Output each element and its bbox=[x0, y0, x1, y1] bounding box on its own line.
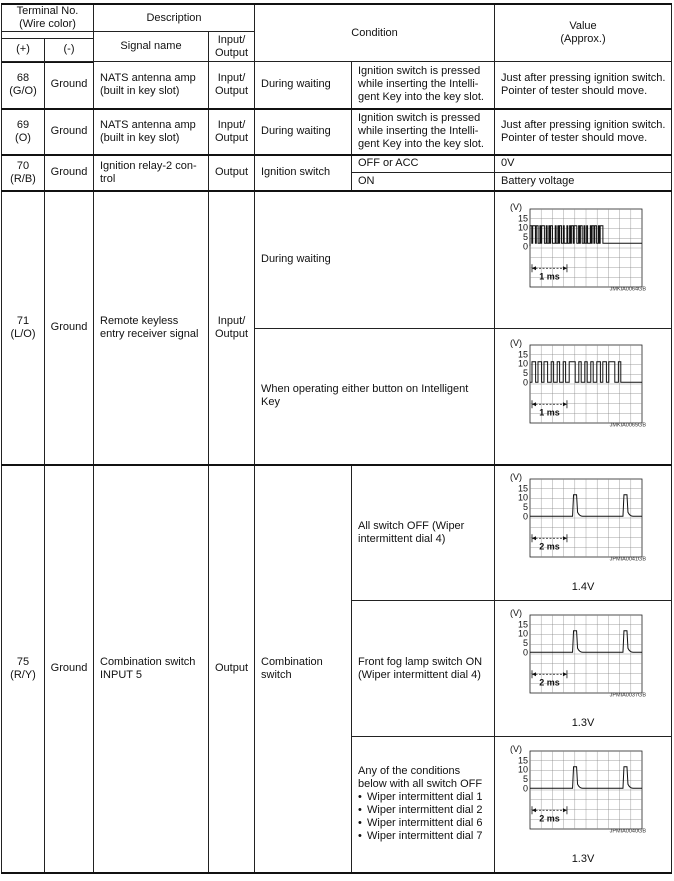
tick-label: 15 bbox=[518, 483, 529, 494]
minus-header: (-) bbox=[45, 39, 94, 62]
table-row bbox=[2, 155, 672, 173]
io-cell: Input/ Output bbox=[209, 191, 255, 465]
axis-unit-label: (V) bbox=[510, 608, 523, 618]
tick-label: 0 bbox=[523, 377, 529, 388]
axis-unit-label: (V) bbox=[510, 201, 523, 212]
tick-label: 10 bbox=[518, 222, 529, 233]
signal-name-cell: Remote keyless entry receiver signal bbox=[94, 191, 209, 465]
tick-label: 5 bbox=[523, 773, 529, 784]
list-item: • Wiper intermittent dial 2 bbox=[358, 804, 490, 817]
figure-code: JPMIA0037GB bbox=[609, 692, 647, 699]
ground-cell: Ground bbox=[45, 109, 94, 155]
description-header: Description bbox=[94, 4, 255, 32]
waveform-spike-chart bbox=[508, 743, 658, 851]
terminal-header-spacer bbox=[2, 32, 94, 39]
condition-detail-cell: Front fog lamp switch ON (Wiper intermittent dial 4) bbox=[352, 601, 495, 737]
value-text: 1.3V bbox=[571, 852, 595, 865]
terminal-spec-table bbox=[1, 3, 672, 874]
tick-label: 0 bbox=[523, 783, 529, 793]
bullet-list bbox=[358, 791, 490, 843]
figure-code: JPMIA0041GB bbox=[609, 556, 647, 563]
table-row bbox=[2, 191, 672, 329]
value-cell: Just after pressing ignition switch. Pointer of tester should move. bbox=[495, 62, 672, 109]
value-cell: Just after pressing ignition switch. Pointer of tester should move. bbox=[495, 109, 672, 155]
axis-unit-label: (V) bbox=[510, 472, 523, 483]
signal-name-cell: NATS antenna amp (built in key slot) bbox=[94, 109, 209, 155]
time-scale-label: 1 ms bbox=[539, 271, 560, 281]
condition-cell: During waiting bbox=[255, 109, 352, 155]
condition-cell: During waiting bbox=[255, 191, 495, 329]
tick-label: 15 bbox=[518, 755, 529, 766]
waveform-pulse-chart bbox=[508, 337, 658, 455]
waveform-spike-chart bbox=[508, 471, 658, 579]
value-cell: 0V bbox=[495, 155, 672, 173]
waveform-spike-chart bbox=[508, 607, 658, 715]
condition-detail-cell: All switch OFF (Wiper intermittent dial 4) bbox=[352, 465, 495, 601]
list-item: • Wiper intermittent dial 1 bbox=[358, 791, 490, 804]
condition-detail-cell: Ignition switch is pressed while inserting the Intelli-gent Key into the key slot. bbox=[352, 109, 495, 155]
terminal-cell: 70 (R/B) bbox=[2, 155, 45, 191]
condition-cell: Combination switch bbox=[255, 465, 352, 873]
tick-label: 5 bbox=[523, 502, 529, 513]
value-header: Value (Approx.) bbox=[495, 4, 672, 62]
signal-name-header: Signal name bbox=[94, 32, 209, 62]
condition-text: Any of the conditions below with all switch OFF bbox=[358, 765, 483, 791]
tick-label: 10 bbox=[518, 628, 529, 639]
terminal-cell: 68 (G/O) bbox=[2, 62, 45, 109]
axis-unit-label: (V) bbox=[510, 743, 523, 754]
time-scale-label: 2 ms bbox=[539, 541, 560, 552]
ground-cell: Ground bbox=[45, 62, 94, 109]
tick-label: 5 bbox=[523, 231, 529, 242]
terminal-cell: 69 (O) bbox=[2, 109, 45, 155]
tick-label: 10 bbox=[518, 492, 529, 503]
condition-detail-cell: Ignition switch is pressed while inserting the Intelli-gent Key into the key slot. bbox=[352, 62, 495, 109]
signal-name-cell: NATS antenna amp (built in key slot) bbox=[94, 62, 209, 109]
plus-header: (+) bbox=[2, 39, 45, 62]
condition-detail-cell bbox=[352, 737, 495, 873]
waveform-cell bbox=[495, 191, 672, 329]
value-cell: Battery voltage bbox=[495, 173, 672, 191]
waveform-cell bbox=[495, 329, 672, 465]
terminal-header: Terminal No. (Wire color) bbox=[2, 4, 94, 32]
ground-cell: Ground bbox=[45, 155, 94, 191]
figure-code: JMKIA0065GB bbox=[609, 422, 647, 429]
tick-label: 15 bbox=[518, 349, 529, 360]
io-header: Input/ Output bbox=[209, 32, 255, 62]
io-cell: Output bbox=[209, 465, 255, 873]
condition-detail-cell: OFF or ACC bbox=[352, 155, 495, 173]
ground-cell: Ground bbox=[45, 191, 94, 465]
value-text: 1.4V bbox=[571, 581, 595, 594]
io-cell: Input/ Output bbox=[209, 62, 255, 109]
table-row bbox=[2, 465, 672, 601]
tick-label: 10 bbox=[518, 358, 529, 369]
tick-label: 0 bbox=[523, 647, 529, 658]
ground-cell: Ground bbox=[45, 465, 94, 873]
list-item: • Wiper intermittent dial 7 bbox=[358, 830, 490, 843]
tick-label: 10 bbox=[518, 764, 529, 775]
tick-label: 5 bbox=[523, 637, 529, 648]
signal-name-cell: Ignition relay-2 con-trol bbox=[94, 155, 209, 191]
io-cell: Output bbox=[209, 155, 255, 191]
condition-header: Condition bbox=[255, 4, 495, 62]
terminal-cell: 71 (L/O) bbox=[2, 191, 45, 465]
time-scale-label: 1 ms bbox=[539, 407, 560, 418]
condition-detail-cell: ON bbox=[352, 173, 495, 191]
list-item: • Wiper intermittent dial 6 bbox=[358, 817, 490, 830]
waveform-noise-chart bbox=[508, 201, 658, 319]
table-row bbox=[2, 62, 672, 109]
signal-name-cell: Combination switch INPUT 5 bbox=[94, 465, 209, 873]
time-scale-label: 2 ms bbox=[539, 677, 560, 688]
time-scale-label: 2 ms bbox=[539, 813, 560, 823]
waveform-cell bbox=[495, 465, 672, 601]
waveform-cell bbox=[495, 601, 672, 737]
tick-label: 15 bbox=[518, 619, 529, 630]
condition-cell: When operating either button on Intelligent Key bbox=[255, 329, 495, 465]
condition-cell: Ignition switch bbox=[255, 155, 352, 191]
value-text: 1.3V bbox=[571, 717, 595, 729]
tick-label: 5 bbox=[523, 368, 529, 379]
io-cell: Input/ Output bbox=[209, 109, 255, 155]
tick-label: 15 bbox=[518, 213, 529, 224]
figure-code: JPMIA0040GB bbox=[609, 828, 647, 834]
waveform-cell bbox=[495, 737, 672, 873]
figure-code: JMKIA0064GB bbox=[609, 286, 647, 292]
table-row bbox=[2, 109, 672, 155]
terminal-cell: 75 (R/Y) bbox=[2, 465, 45, 873]
tick-label: 0 bbox=[523, 511, 529, 522]
tick-label: 0 bbox=[523, 241, 529, 251]
condition-cell: During waiting bbox=[255, 62, 352, 109]
axis-unit-label: (V) bbox=[510, 338, 523, 349]
